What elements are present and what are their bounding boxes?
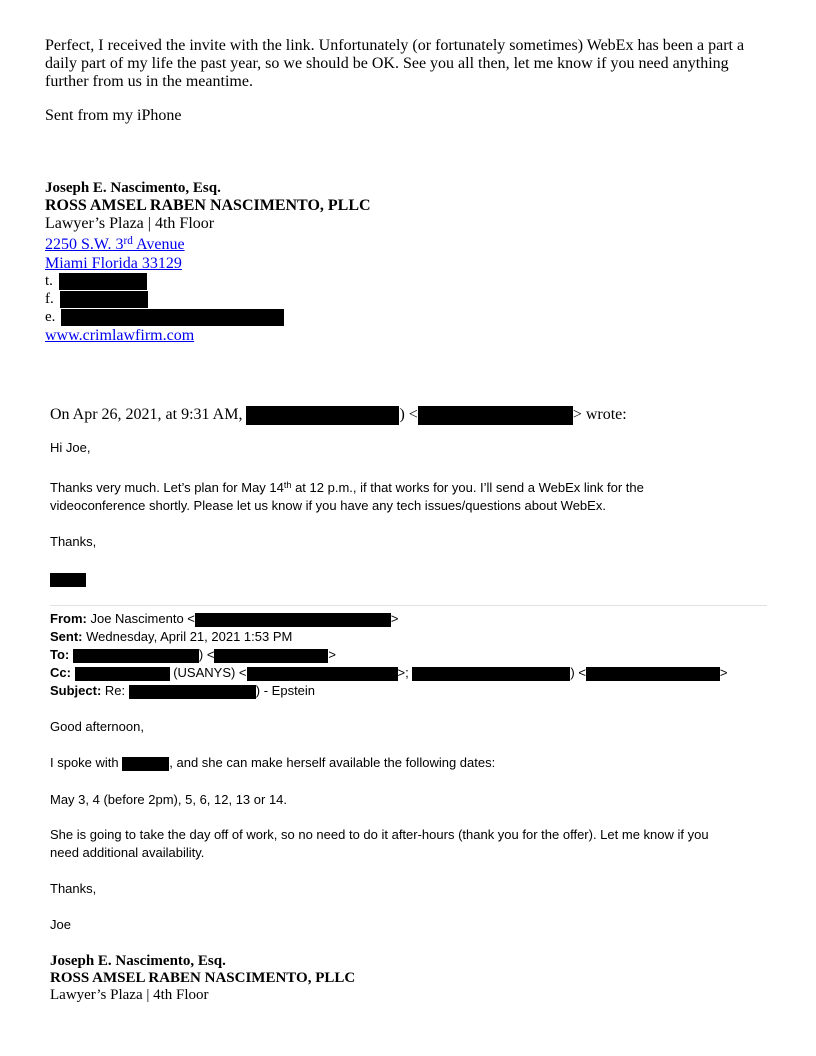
subject-prefix: Re: <box>104 683 126 698</box>
email-label: e. <box>45 309 56 325</box>
to-end: > <box>328 647 337 662</box>
forwarded-line-1: She is going to take the day off of work, so no need to do it after-hours (thank you for the offer). Let me know if you <box>50 827 709 842</box>
header-sent-row <box>50 629 292 644</box>
redaction-block <box>195 613 391 627</box>
phone-label: t. <box>45 273 53 289</box>
sent-from-line: Sent from my iPhone <box>45 107 182 124</box>
signature-bottom-firm: ROSS AMSEL RABEN NASCIMENTO, PLLC <box>50 970 356 986</box>
quoted-header-prefix: On Apr 26, 2021, at 9:31 AM, <box>50 406 243 424</box>
sent-label: Sent: <box>50 629 83 644</box>
redaction-block <box>246 406 399 425</box>
date-superscript: th <box>283 479 292 490</box>
from-value: Joe Nascimento < <box>90 611 195 626</box>
redaction-block <box>247 667 398 681</box>
quoted-signature-redaction <box>50 571 86 589</box>
forwarded-sign: Joe <box>50 917 71 932</box>
redaction-block <box>50 573 86 587</box>
cc-label: Cc: <box>50 665 71 680</box>
quoted-line-1 <box>50 480 644 495</box>
city-link[interactable]: Miami Florida 33129 <box>45 255 182 272</box>
forwarded-dates: May 3, 4 (before 2pm), 5, 6, 12, 13 or 14. <box>50 792 288 807</box>
forwarded-greeting: Good afternoon, <box>50 719 144 734</box>
signature-name: Joseph E. Nascimento, Esq. <box>45 180 221 196</box>
cc-mid: ) < <box>570 665 586 680</box>
quoted-closing: Thanks, <box>50 534 97 549</box>
quoted-line-1-a: Thanks very much. Let’s plan for May 14 <box>50 480 284 495</box>
street-text-end: Avenue <box>132 236 185 253</box>
quoted-header-line <box>50 406 627 425</box>
redaction-block <box>60 291 148 308</box>
redaction-block <box>59 273 147 290</box>
fax-label: f. <box>45 291 54 307</box>
header-from-row <box>50 611 398 627</box>
quoted-header-mid: ) < <box>399 406 418 424</box>
signature-fax-row <box>45 291 148 308</box>
header-subject-row <box>50 683 315 699</box>
redaction-block <box>586 667 720 681</box>
header-cc-row <box>50 665 728 681</box>
header-to-row <box>50 647 336 663</box>
street-text: 2250 S.W. 3 <box>45 236 124 253</box>
from-label: From: <box>50 611 87 626</box>
cc-end: > <box>719 665 728 680</box>
redaction-block <box>122 757 169 771</box>
spoke-text-a: I spoke with <box>50 755 119 770</box>
street-superscript: rd <box>123 234 133 247</box>
signature-website[interactable] <box>45 327 194 345</box>
signature-bottom-location: Lawyer’s Plaza | 4th Floor <box>50 987 209 1003</box>
quoted-line-1-b: at 12 p.m., if that works for you. I’ll send a WebEx link for the <box>291 480 644 495</box>
signature-email-row <box>45 309 284 326</box>
signature-location: Lawyer’s Plaza | 4th Floor <box>45 215 215 232</box>
sent-value: Wednesday, April 21, 2021 1:53 PM <box>86 629 293 644</box>
redaction-block <box>61 309 284 326</box>
redaction-block <box>75 667 170 681</box>
message-divider <box>50 605 767 606</box>
subject-suffix: ) - Epstein <box>255 683 316 698</box>
from-end: > <box>390 611 399 626</box>
reply-body: Perfect, I received the invite with the link. Unfortunately (or fortunately sometimes) WebEx has been a part a daily part of my life the past year, so we should be OK. See you all then, let me know if you need anything further from us in the meantime. <box>45 37 745 90</box>
redaction-block <box>214 649 328 663</box>
redaction-block <box>73 649 199 663</box>
spoke-text-b: , and she can make herself available the following dates: <box>169 755 496 770</box>
signature-firm: ROSS AMSEL RABEN NASCIMENTO, PLLC <box>45 197 371 214</box>
redaction-block <box>412 667 570 681</box>
quoted-line-2: videoconference shortly. Please let us know if you have any tech issues/questions about WebEx. <box>50 498 606 513</box>
cc-usanys: (USANYS) < <box>173 665 247 680</box>
signature-city-link[interactable] <box>45 255 182 273</box>
signature-phone-row <box>45 273 147 290</box>
quoted-header-suffix: > wrote: <box>572 406 627 424</box>
to-label: To: <box>50 647 70 662</box>
subject-label: Subject: <box>50 683 102 698</box>
redaction-block <box>418 406 573 425</box>
quoted-greeting: Hi Joe, <box>50 440 91 455</box>
signature-street-link[interactable] <box>45 236 185 254</box>
to-mid: ) < <box>198 647 215 662</box>
forwarded-line-2: need additional availability. <box>50 845 205 860</box>
forwarded-closing: Thanks, <box>50 881 97 896</box>
website-link[interactable]: www.crimlawfirm.com <box>45 327 195 344</box>
signature-bottom-name: Joseph E. Nascimento, Esq. <box>50 953 226 969</box>
redaction-block <box>129 685 256 699</box>
forwarded-spoke-line <box>50 755 495 771</box>
cc-separator: >; <box>397 665 409 680</box>
